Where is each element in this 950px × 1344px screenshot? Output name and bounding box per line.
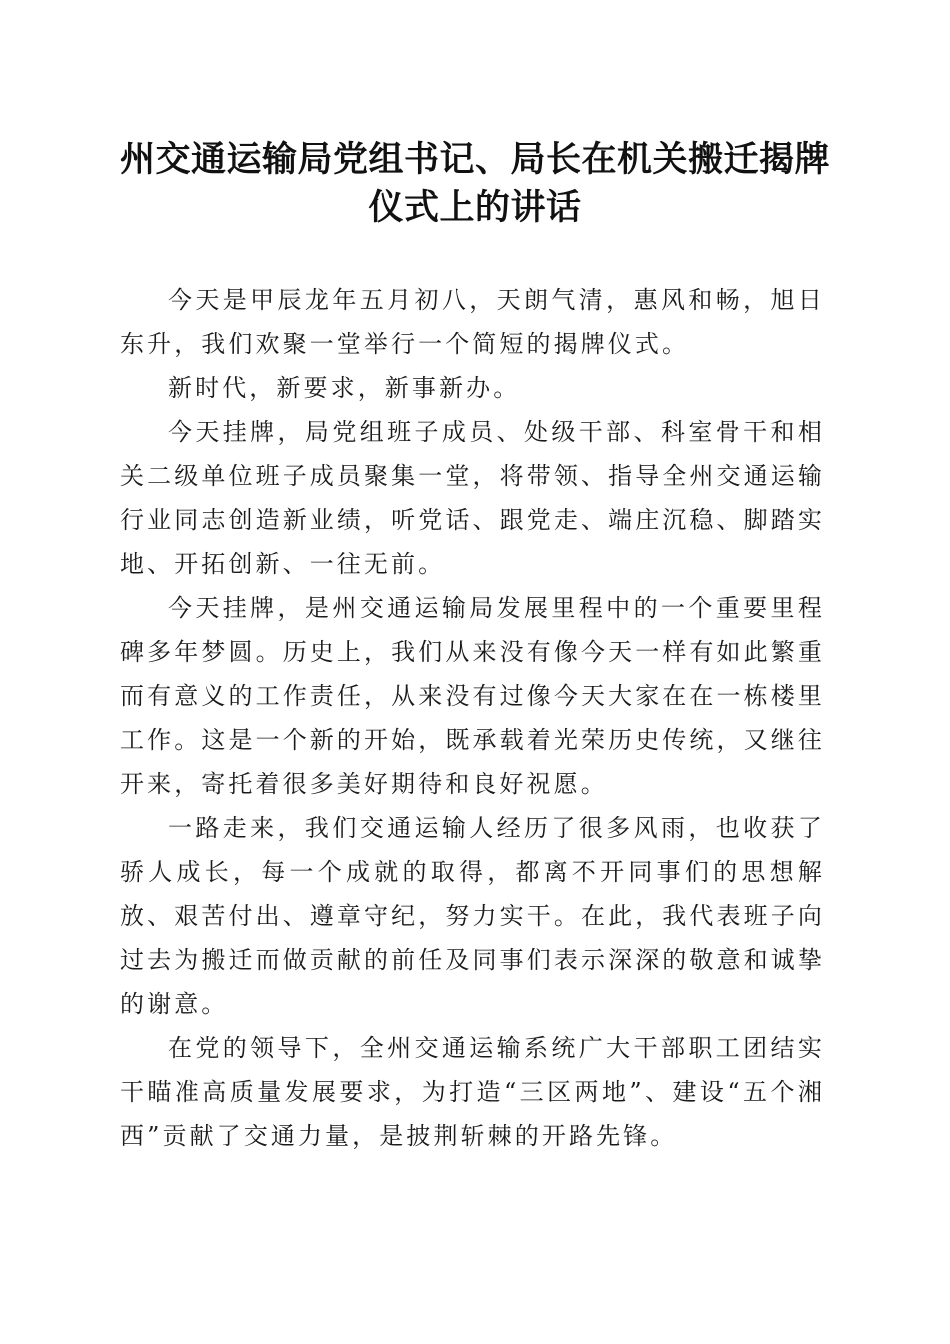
paragraph-1: 今天是甲辰龙年五月初八，天朗气清，惠风和畅，旭日东升，我们欢聚一堂举行一个简短的揭牌仪式。 bbox=[120, 286, 825, 358]
paragraph-2: 新时代，新要求，新事新办。 bbox=[168, 374, 521, 402]
paragraph-6: 在党的领导下，全州交通运输系统广大干部职工团结实干瞄准高质量发展要求，为打造“三区两地”、建设“五个湘西”贡献了交通力量，是披荆斩棘的开路先锋。 bbox=[120, 1034, 825, 1150]
paragraph-3: 今天挂牌，局党组班子成员、处级干部、科室骨干和相关二级单位班子成员聚集一堂，将带领、指导全州交通运输行业同志创造新业绩，听党话、跟党走、端庄沉稳、脚踏实地、开拓创新、一往无前。 bbox=[120, 418, 825, 578]
paragraph-5: 一路走来，我们交通运输人经历了很多风雨，也收获了骄人成长，每一个成就的取得，都离不开同事们的思想解放、艰苦付出、遵章守纪，努力实干。在此，我代表班子向过去为搬迁而做贡献的前任及同事们表示深深的敬意和诚挚的谢意。 bbox=[120, 814, 825, 1018]
paragraph-4: 今天挂牌，是州交通运输局发展里程中的一个重要里程碑多年梦圆。历史上，我们从来没有像今天一样有如此繁重而有意义的工作责任，从来没有过像今天大家在在一栋楼里工作。这是一个新的开始，既承载着光荣历史传统，又继往开来，寄托着很多美好期待和良好祝愿。 bbox=[120, 594, 825, 798]
title-line-2: 仪式上的讲话 bbox=[368, 187, 582, 228]
title-line-1: 州交通运输局党组书记、局长在机关搬迁揭牌 bbox=[119, 139, 830, 180]
document-title bbox=[100, 136, 850, 232]
document-body bbox=[120, 278, 825, 1158]
